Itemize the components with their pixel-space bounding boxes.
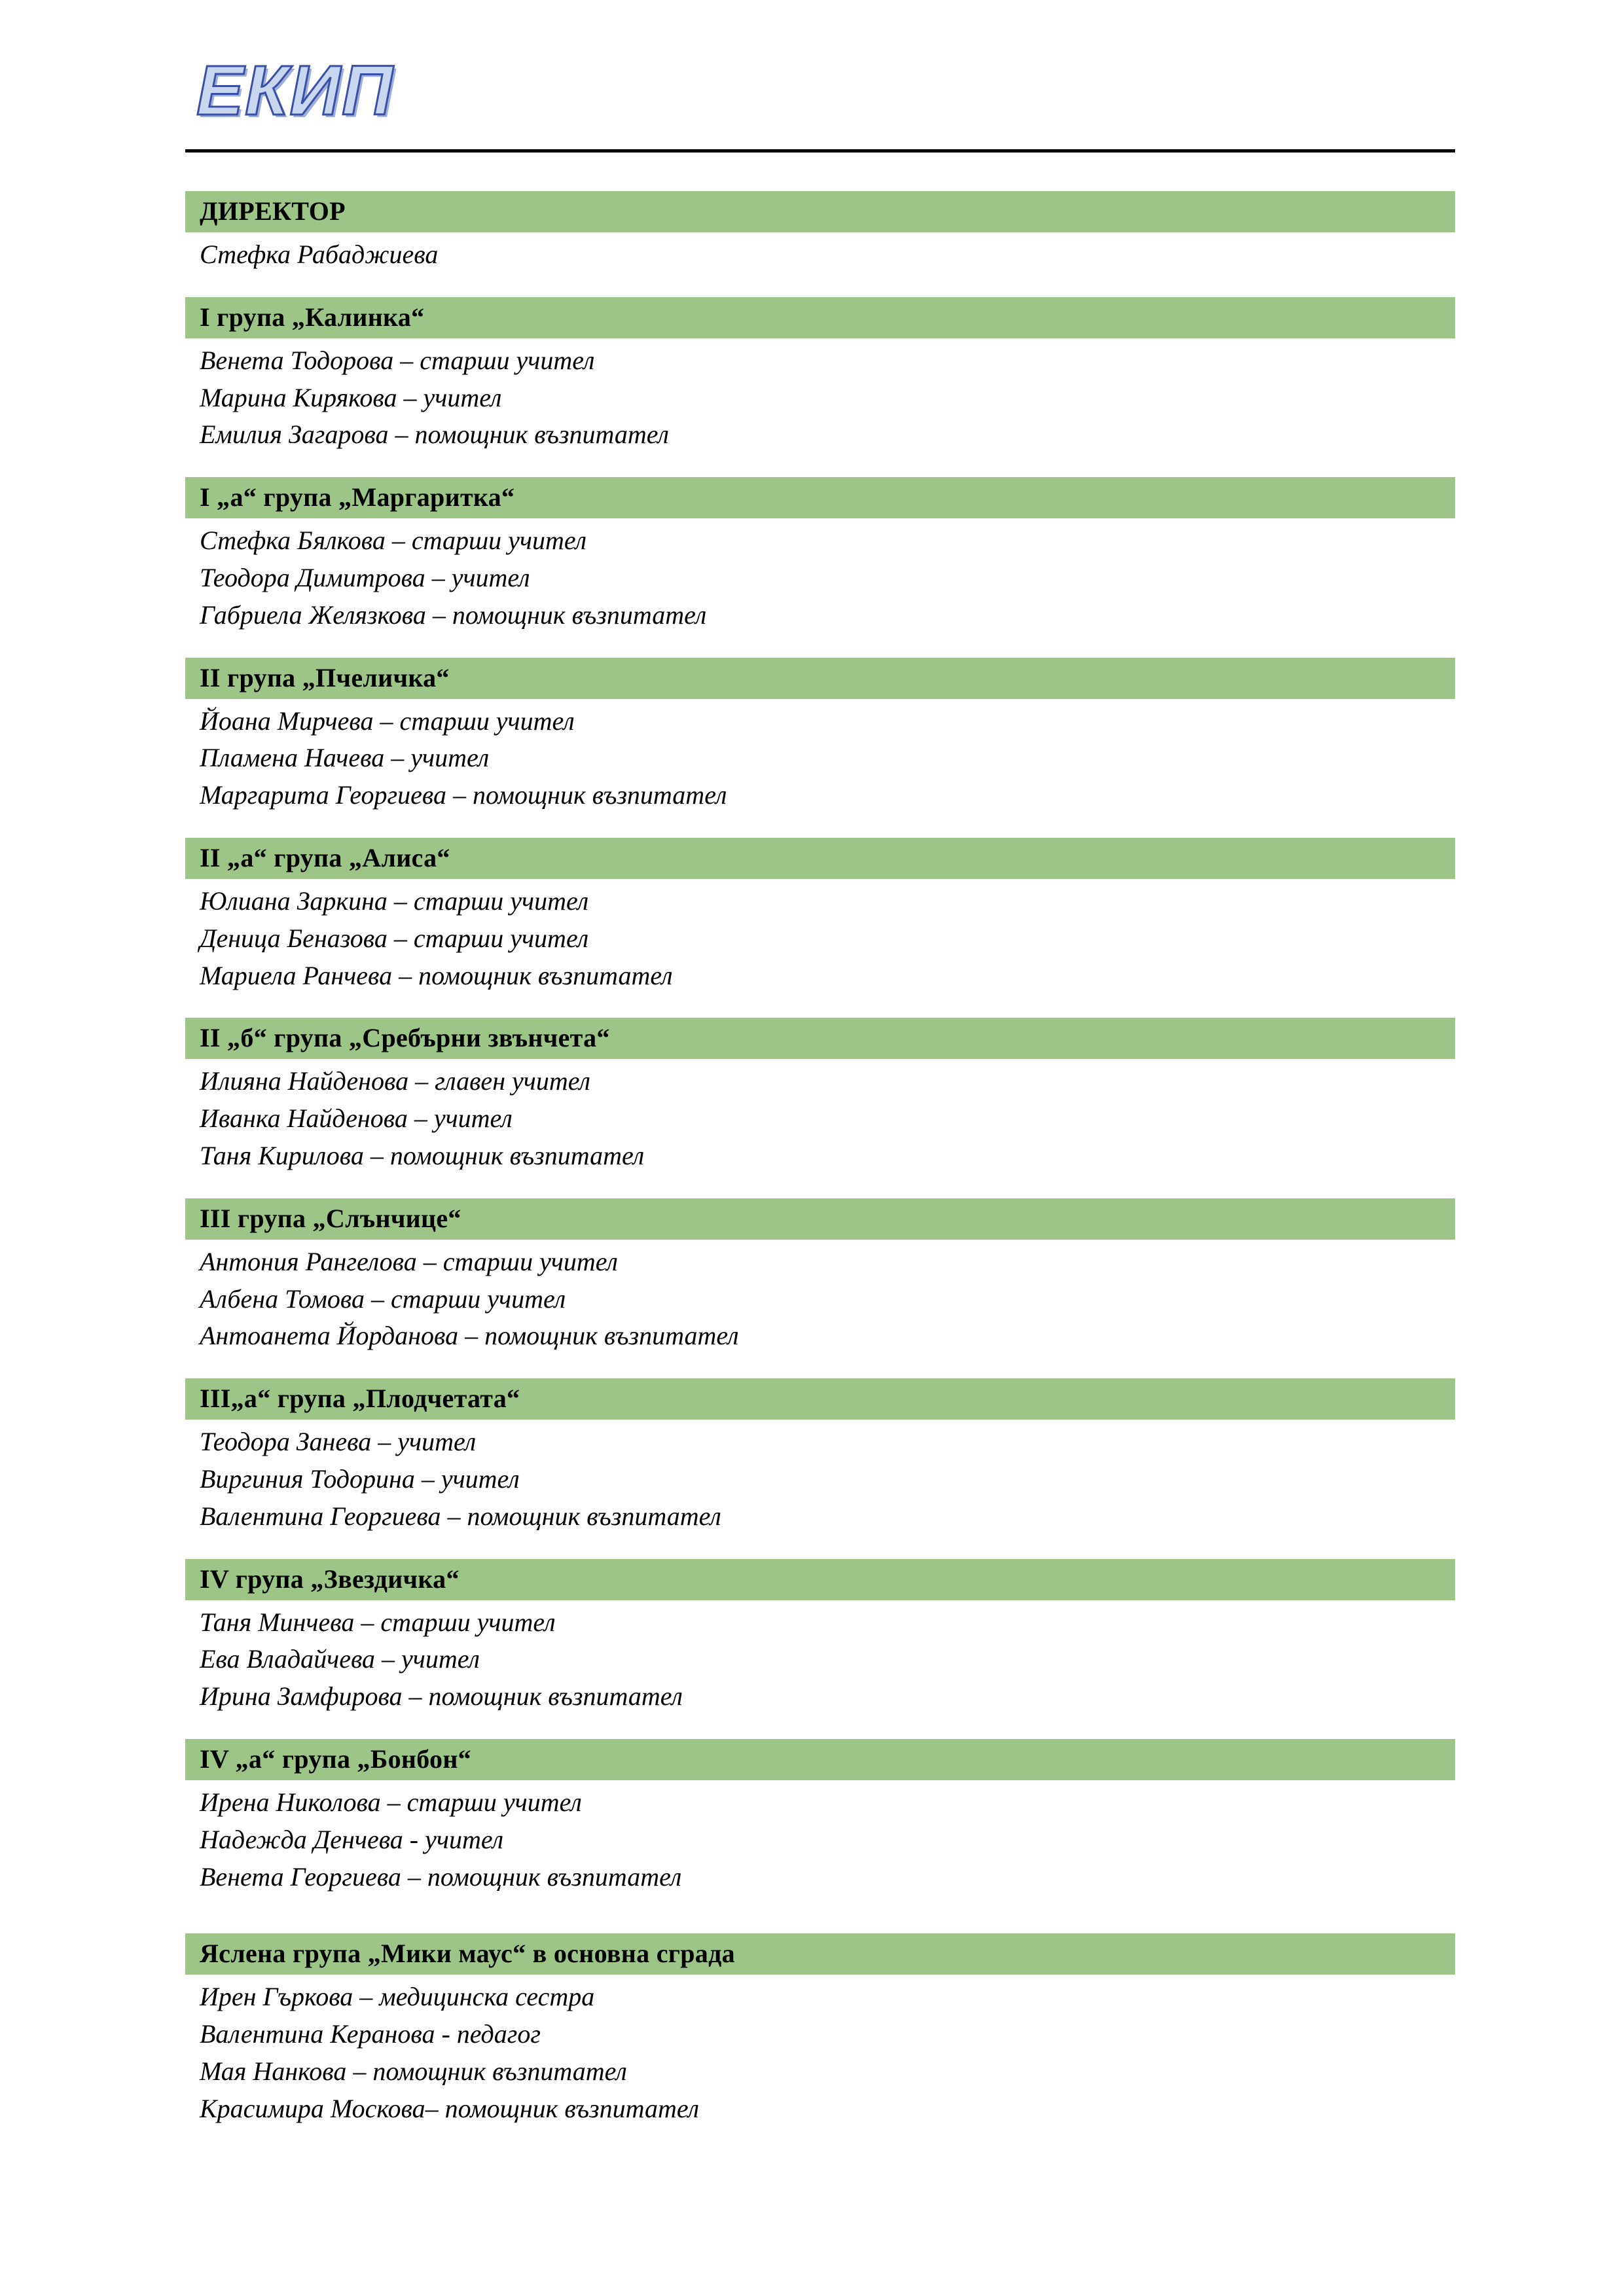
section-heading: I група „Калинка“ bbox=[185, 297, 1455, 338]
person-entry: Антоанета Йорданова – помощник възпитател bbox=[200, 1321, 739, 1351]
section-heading: II „б“ група „Сребърни звънчета“ bbox=[185, 1018, 1455, 1059]
team-section bbox=[185, 1933, 1455, 2127]
section-body bbox=[185, 232, 1455, 274]
team-section bbox=[185, 1739, 1455, 1895]
person-entry: Юлиана Заркина – старши учител bbox=[200, 886, 589, 916]
person-entry: Ирена Николова – старши учител bbox=[200, 1787, 582, 1817]
person-entry: Теодора Занева – учител bbox=[200, 1427, 477, 1457]
person-entry: Деница Беназова – старши учител bbox=[200, 923, 589, 953]
section-body bbox=[185, 518, 1455, 634]
person-entry: Ирен Гъркова – медицинска сестра bbox=[200, 1982, 595, 2012]
section-body bbox=[185, 1780, 1455, 1895]
section-heading: II „а“ група „Алиса“ bbox=[185, 838, 1455, 879]
person-entry: Марина Кирякова – учител bbox=[200, 382, 502, 412]
page-title: ЕКИП bbox=[196, 50, 394, 130]
person-entry: Иванка Найденова – учител bbox=[200, 1103, 513, 1134]
person-entry: Антония Рангелова – старши учител bbox=[200, 1246, 618, 1276]
person-entry: Емилия Загарова – помощник възпитател bbox=[200, 420, 669, 450]
team-section bbox=[185, 1198, 1455, 1355]
person-entry: Виргиния Тодорина – учител bbox=[200, 1463, 520, 1494]
person-entry: Красимира Москова– помощник възпитател bbox=[200, 2093, 700, 2123]
section-body bbox=[185, 1059, 1455, 1174]
person-entry: Ирина Замфирова – помощник възпитател bbox=[200, 1681, 683, 1712]
person-entry: Мариела Ранчева – помощник възпитател bbox=[200, 960, 673, 990]
header-divider bbox=[185, 149, 1455, 152]
section-body bbox=[185, 1420, 1455, 1535]
person-entry: Венета Георгиева – помощник възпитател bbox=[200, 1861, 682, 1892]
section-body bbox=[185, 1240, 1455, 1355]
person-entry: Валентина Георгиева – помощник възпитател bbox=[200, 1501, 721, 1531]
team-section bbox=[185, 191, 1455, 274]
section-body bbox=[185, 879, 1455, 994]
section-body bbox=[185, 1600, 1455, 1715]
person-entry: Теодора Димитрова – учител bbox=[200, 562, 530, 592]
person-entry: Габриела Желязкова – помощник възпитател bbox=[200, 600, 707, 630]
team-section bbox=[185, 1559, 1455, 1715]
section-body bbox=[185, 699, 1455, 814]
person-entry: Ева Владайчева – учител bbox=[200, 1644, 480, 1674]
person-entry: Венета Тодорова – старши учител bbox=[200, 345, 595, 375]
team-list bbox=[185, 191, 1455, 2151]
person-entry: Таня Минчева – старши учител bbox=[200, 1607, 556, 1637]
section-body bbox=[185, 1975, 1455, 2127]
team-section bbox=[185, 838, 1455, 994]
person-entry: Стефка Бялкова – старши учител bbox=[200, 526, 587, 556]
section-heading: III„а“ група „Плодчетата“ bbox=[185, 1378, 1455, 1420]
person-entry: Мая Нанкова – помощник възпитател bbox=[200, 2056, 627, 2086]
team-section bbox=[185, 1378, 1455, 1535]
section-heading: Яслена група „Мики маус“ в основна сграда bbox=[185, 1933, 1455, 1975]
section-heading: II група „Пчеличка“ bbox=[185, 658, 1455, 699]
section-heading: IV група „Звездичка“ bbox=[185, 1559, 1455, 1600]
person-entry: Надежда Денчева - учител bbox=[200, 1824, 504, 1854]
team-section bbox=[185, 297, 1455, 454]
person-entry: Йоана Мирчева – старши учител bbox=[200, 706, 575, 736]
section-heading: III група „Слънчице“ bbox=[185, 1198, 1455, 1240]
section-body bbox=[185, 338, 1455, 454]
person-entry: Албена Томова – старши учител bbox=[200, 1283, 566, 1314]
document-title-wrap bbox=[196, 51, 394, 130]
team-section bbox=[185, 1018, 1455, 1174]
person-entry: Пламена Начева – учител bbox=[200, 743, 490, 773]
section-heading: I „а“ група „Маргаритка“ bbox=[185, 477, 1455, 518]
person-entry: Илияна Найденова – главен учител bbox=[200, 1066, 590, 1096]
person-entry: Маргарита Георгиева – помощник възпитател bbox=[200, 780, 727, 810]
section-heading: IV „а“ група „Бонбон“ bbox=[185, 1739, 1455, 1780]
team-section bbox=[185, 658, 1455, 814]
section-heading: ДИРЕКТОР bbox=[185, 191, 1455, 232]
team-section bbox=[185, 477, 1455, 634]
person-entry: Стефка Рабаджиева bbox=[200, 240, 439, 269]
person-entry: Таня Кирилова – помощник възпитател bbox=[200, 1140, 645, 1170]
person-entry: Валентина Керанова - педагог bbox=[200, 2019, 541, 2049]
